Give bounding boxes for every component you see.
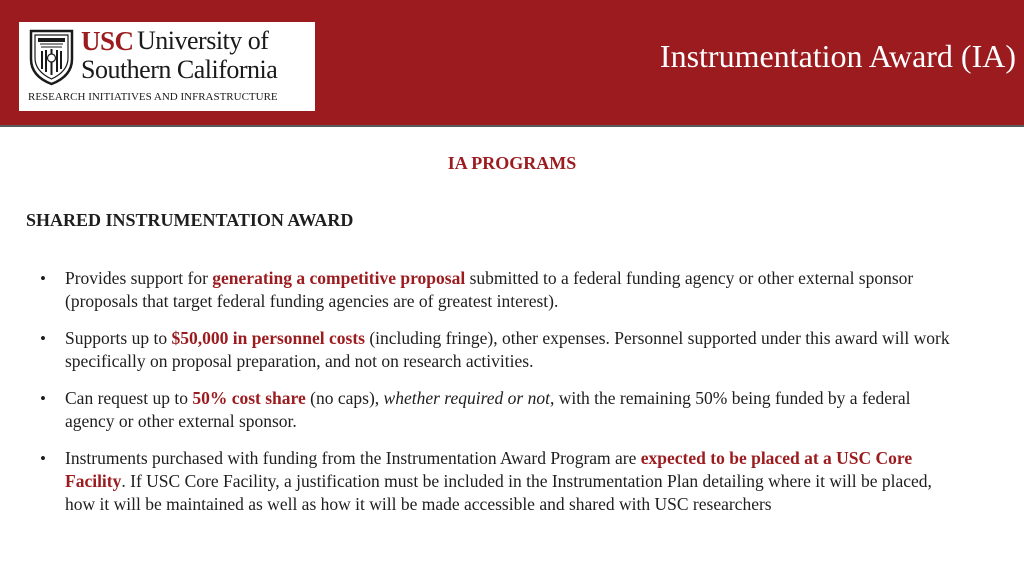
bullet-text: Supports up to <box>65 328 172 348</box>
section-title: IA PROGRAMS <box>447 153 577 173</box>
bullet-highlight: 50% cost share <box>192 388 306 408</box>
bullet-text: (including fringe), other expenses. Personnel supported under this award will work specifically on proposal preparation, and not on research activities. <box>65 328 950 371</box>
bullet-text: submitted to a federal funding agency or other external sponsor (proposals that target federal funding agencies are of greatest interest). <box>65 268 914 311</box>
bullet-text: , with the remaining 50% being funded by a federal agency or other external sponsor. <box>65 388 911 431</box>
bullet-highlight: generating a competitive proposal <box>212 268 466 288</box>
bullet-text: . If USC Core Facility, a justification must be included in the Instrumentation Plan detailing where it will be placed, how it will be maintained as well as how it will be made accessible and shared with USC researchers <box>65 471 932 514</box>
bullet-text: (no caps), <box>305 388 384 408</box>
bullet-text: Can request up to <box>65 388 193 408</box>
logo-usc-text: USC <box>81 26 134 56</box>
bullet-highlight: expected to be placed at a USC Core Facility <box>65 448 913 491</box>
bullet-highlight: $50,000 in personnel costs <box>171 328 365 348</box>
usc-logo <box>19 22 315 111</box>
slide-title: Instrumentation Award (IA) <box>659 38 1016 74</box>
bullet-icon: • <box>40 269 46 288</box>
logo-university-of-text: University of <box>137 26 269 55</box>
bullet-text: Provides support for <box>65 268 213 288</box>
bullet-icon: • <box>40 449 46 468</box>
usc-seal-icon <box>28 29 75 86</box>
bullet-item-personnel <box>40 327 960 373</box>
bullet-icon: • <box>40 389 46 408</box>
logo-southern-california-text: Southern California <box>81 55 278 84</box>
bullet-list <box>40 267 960 530</box>
bullet-item-cost-share <box>40 387 960 433</box>
bullet-emphasis: whether required or not <box>383 388 550 408</box>
sub-title: SHARED INSTRUMENTATION AWARD <box>26 210 354 230</box>
logo-subtitle: RESEARCH INITIATIVES AND INFRASTRUCTURE <box>28 91 278 103</box>
bullet-item-support <box>40 267 960 313</box>
header-bar <box>0 0 1024 127</box>
bullet-text: Instruments purchased with funding from the Instrumentation Award Program are <box>65 448 641 468</box>
bullet-item-core-facility <box>40 447 960 516</box>
bullet-icon: • <box>40 329 46 348</box>
